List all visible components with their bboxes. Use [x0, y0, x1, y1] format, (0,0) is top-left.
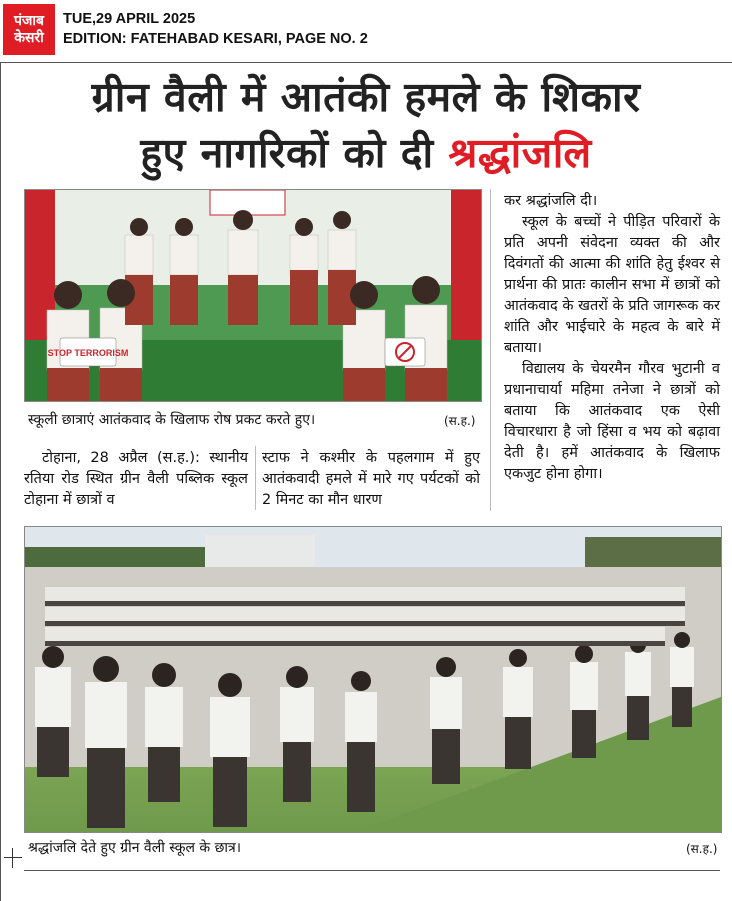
article-column-2 [262, 448, 480, 511]
punjab-kesari-logo [3, 4, 55, 55]
edition-info [63, 9, 368, 49]
publication-date: TUE,29 APRIL 2025 [63, 11, 196, 27]
article-col3-p2: स्कूल के बच्चों ने पीड़ित परिवारों के प्रति अपनी संवेदना व्यक्त की और दिवंगतों की आत्मा की शांति हेतु ईश्वर से प्रार्थना की प्रातः कालीन सभा में छात्रों को आतंकवाद के खतरों के प्रति जागरूक कर शांति और भाईचारे के महत्व के बारे में बताया। [504, 214, 720, 356]
headline-line2 [0, 124, 732, 180]
column-divider-1 [255, 446, 256, 510]
article-col3-p3: विद्यालय के चेयरमैन गौरव भुटानी व प्रधानाचार्या महिमा तनेजा ने छात्रों को बताया कि आतंकवाद एक ऐसी विचारधारा है जो हिंसा व भय को बढ़ावा देती है। हमें आतंकवाद के खिलाफ एकजुट होना होगा। [504, 361, 720, 482]
photo-students-assembly-illustration [25, 527, 721, 832]
article-col2-text: स्टाफ ने कश्मीर के पहलगाम में हुए आतंकवादी हमले में मारे गए पर्यटकों को 2 मिनट का मौन धारण [262, 450, 480, 508]
edition-page: EDITION: FATEHABAD KESARI, PAGE NO. 2 [63, 31, 368, 47]
logo-line2: केसरी [14, 29, 44, 46]
column-divider-2 [490, 189, 491, 511]
headline-accent: श्रद्धांजलि [448, 129, 592, 177]
photo1-caption: स्कूली छात्राएं आतंकवाद के खिलाफ रोष प्रकट करते हुए। [28, 412, 316, 428]
logo-line1: पंजाब [14, 12, 44, 29]
left-rule [0, 62, 1, 901]
bottom-rule [24, 870, 720, 871]
photo-students-assembly [24, 526, 722, 833]
photo-students-protest-illustration [25, 190, 481, 401]
stop-terrorism-sign: STOP TERRORISM [47, 348, 129, 358]
top-rule [0, 62, 732, 63]
photo-students-protest [24, 189, 482, 402]
crop-mark-horizontal [4, 857, 22, 858]
headline-plain: हुए नागरिकों को दी [140, 129, 434, 177]
photo1-credit: (स.ह.) [444, 414, 476, 428]
photo2-credit: (स.ह.) [686, 842, 718, 856]
article-col3-p1: कर श्रद्धांजलि दी। [504, 193, 598, 209]
article-column-1 [24, 448, 248, 511]
photo2-caption: श्रद्धांजलि देते हुए ग्रीन वैली स्कूल के छात्र। [28, 840, 242, 856]
article-column-3 [504, 191, 720, 485]
article-col1-text: टोहाना, 28 अप्रैल (स.ह.): स्थानीय रतिया रोड स्थित ग्रीन वैली पब्लिक स्कूल टोहाना में छात्रों व [24, 450, 248, 508]
crop-mark-vertical [12, 848, 13, 868]
headline-line1: ग्रीन वैली में आतंकी हमले के शिकार [91, 73, 641, 121]
